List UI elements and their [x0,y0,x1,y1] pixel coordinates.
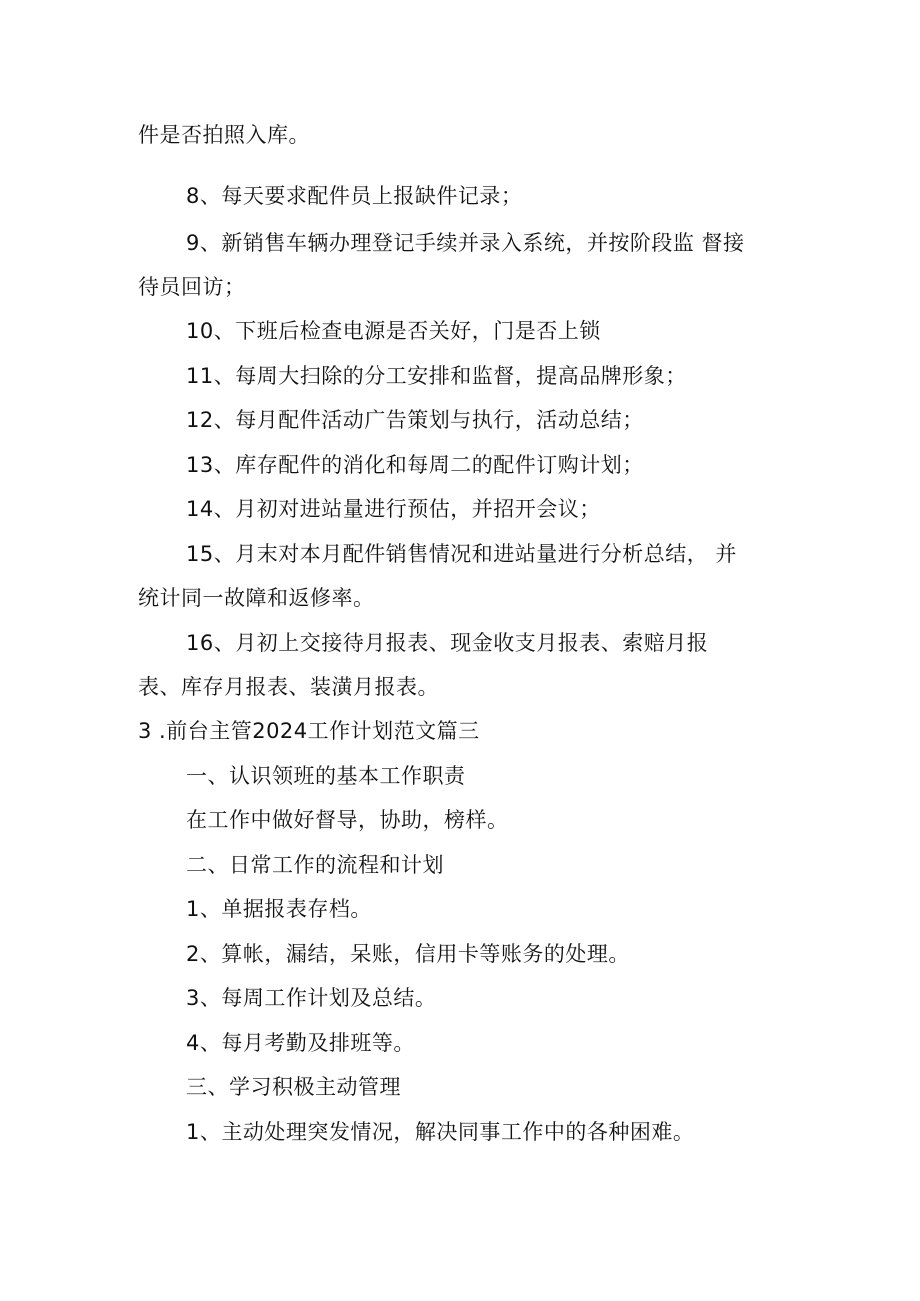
text-line: 1、单据报表存档。 [186,897,372,921]
text-line: 1、主动处理突发情况，解决同事工作中的各种困难。 [186,1120,695,1144]
text-line: 12、每月配件活动广告策划与执行，活动总结； [186,408,644,432]
text-line: 10、下班后检查电源是否关好，门是否上锁 [186,319,601,343]
section-heading: 3 .前台主管2024工作计划范文篇三 [138,719,480,743]
text-line: 16、月初上交接待月报表、现金收支月报表、索赔月报 [186,631,709,655]
text-line: 13、库存配件的消化和每周二的配件订购计划； [186,453,644,477]
text-line: 待员回访； [138,275,246,299]
text-line: 15、月末对本月配件销售情况和进站量进行分析总结， 并 [186,542,737,566]
text-line: 14、月初对进站量进行预估，并招开会议； [186,497,601,521]
text-line: 表、库存月报表、装潢月报表。 [138,675,439,699]
text-line: 2、算帐，漏结，呆账，信用卡等账务的处理。 [186,942,630,966]
text-line: 3、每周工作计划及总结。 [186,986,437,1010]
text-line: 三、学习积极主动管理 [186,1075,401,1099]
text-line: 11、每周大扫除的分工安排和监督，提高品牌形象； [186,364,687,388]
text-line: 9、新销售车辆办理登记手续并录入系统，并按阶段监 督接 [186,231,745,255]
text-line: 统计同一故障和返修率。 [138,586,375,610]
text-line: 在工作中做好督导，协助，榜样。 [186,808,509,832]
text-line: 二、日常工作的流程和计划 [186,853,444,877]
text-line: 4、每月考勤及排班等。 [186,1031,415,1055]
text-line: 一、认识领班的基本工作职责 [186,764,466,788]
text-line: 8、每天要求配件员上报缺件记录； [186,184,523,208]
text-line: 件是否拍照入库。 [138,123,310,147]
